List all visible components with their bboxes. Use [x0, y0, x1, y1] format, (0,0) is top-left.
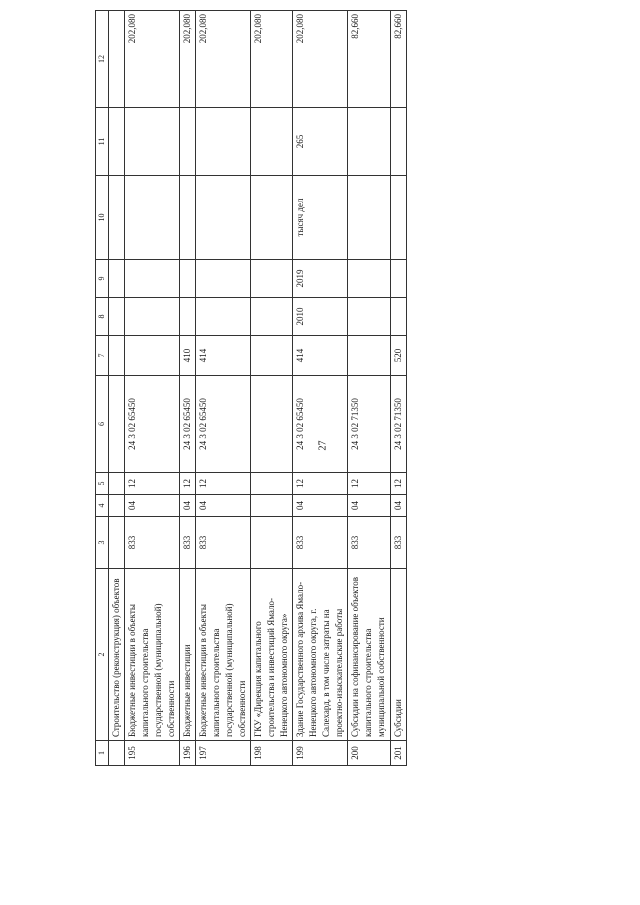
table-row: [108, 11, 124, 766]
column-header: 5: [96, 473, 109, 495]
cell-target-code: 24 3 02 65450: [293, 376, 348, 473]
cell-expense-type: 520: [390, 336, 406, 376]
row-number: 199: [293, 741, 348, 766]
cell-admin-code: 833: [390, 517, 406, 569]
cell-section: [108, 495, 124, 517]
cell-amount: 202,080: [179, 11, 195, 108]
cell-capacity: [179, 108, 195, 176]
cell-subsection: 12: [124, 473, 179, 495]
row-name: ГКУ «Дирекция капитального строительства и инвестиций Ямало-Ненецкого автономного округа»: [251, 569, 293, 741]
cell-unit: [251, 176, 293, 260]
cell-admin-code: 833: [348, 517, 390, 569]
cell-capacity: [108, 108, 124, 176]
cell-unit: [179, 176, 195, 260]
cell-end-year: [179, 260, 195, 298]
row-number: 201: [390, 741, 406, 766]
cell-capacity: [251, 108, 293, 176]
table-row: [179, 11, 195, 766]
column-header: 2: [96, 569, 109, 741]
cell-amount: 202,080: [124, 11, 179, 108]
column-header: 1: [96, 741, 109, 766]
row-name: Бюджетные инвестиции: [179, 569, 195, 741]
column-header: 9: [96, 260, 109, 298]
cell-admin-code: 833: [293, 517, 348, 569]
row-number: 195: [124, 741, 179, 766]
cell-start-year: [195, 298, 250, 336]
row-number: 200: [348, 741, 390, 766]
cell-subsection: 12: [179, 473, 195, 495]
cell-start-year: [348, 298, 390, 336]
cell-amount: 202,080: [293, 11, 348, 108]
column-header: 3: [96, 517, 109, 569]
cell-target-code: 24 3 02 65450: [195, 376, 250, 473]
cell-unit: [195, 176, 250, 260]
column-header: 7: [96, 336, 109, 376]
row-name: Субсидии: [390, 569, 406, 741]
cell-expense-type: [348, 336, 390, 376]
cell-section: 04: [124, 495, 179, 517]
cell-end-year: [348, 260, 390, 298]
cell-capacity: [390, 108, 406, 176]
cell-target-code: 24 3 02 71350: [390, 376, 406, 473]
cell-section: 04: [293, 495, 348, 517]
table-row: [124, 11, 179, 766]
cell-target-code: 24 3 02 65450: [124, 376, 179, 473]
table-row: [293, 11, 348, 766]
cell-subsection: 12: [348, 473, 390, 495]
cell-expense-type: [251, 336, 293, 376]
cell-amount: [108, 11, 124, 108]
cell-end-year: [108, 260, 124, 298]
cell-target-code: [251, 376, 293, 473]
table-row: [348, 11, 390, 766]
cell-amount: 82,660: [348, 11, 390, 108]
cell-amount: 202,080: [251, 11, 293, 108]
row-name: Здание Государственного архива Ямало-Ненецкого автономного округа, г. Салехард, в том числе затраты на проектно-изыскательские работы: [293, 569, 348, 741]
cell-start-year: 2010: [293, 298, 348, 336]
cell-capacity: 265: [293, 108, 348, 176]
row-number: 198: [251, 741, 293, 766]
cell-start-year: [251, 298, 293, 336]
row-number: 197: [195, 741, 250, 766]
cell-subsection: 12: [390, 473, 406, 495]
cell-subsection: [251, 473, 293, 495]
cell-start-year: [390, 298, 406, 336]
table-row: [195, 11, 250, 766]
cell-end-year: [195, 260, 250, 298]
cell-admin-code: 833: [195, 517, 250, 569]
cell-section: [251, 495, 293, 517]
cell-start-year: [124, 298, 179, 336]
cell-subsection: 12: [293, 473, 348, 495]
cell-end-year: [124, 260, 179, 298]
cell-capacity: [124, 108, 179, 176]
cell-capacity: [195, 108, 250, 176]
cell-unit: тысяч дел: [293, 176, 348, 260]
row-name: Бюджетные инвестиции в объекты капитального строительства государственной (муниципальной) собственности: [124, 569, 179, 741]
cell-section: 04: [179, 495, 195, 517]
row-name: Субсидии на софинансирование объектов капитального строительства муниципальной собственности: [348, 569, 390, 741]
cell-expense-type: 414: [195, 336, 250, 376]
cell-subsection: 12: [195, 473, 250, 495]
cell-target-code: 24 3 02 65450: [179, 376, 195, 473]
page-number: 27: [317, 440, 329, 451]
rotated-budget-table: [95, 11, 550, 766]
cell-end-year: [251, 260, 293, 298]
row-name: Строительство (реконструкция) объектов: [108, 569, 124, 741]
cell-start-year: [108, 298, 124, 336]
cell-admin-code: 833: [124, 517, 179, 569]
cell-end-year: [390, 260, 406, 298]
cell-expense-type: [124, 336, 179, 376]
budget-table: [95, 10, 407, 766]
cell-amount: 82,660: [390, 11, 406, 108]
cell-section: 04: [195, 495, 250, 517]
cell-target-code: [108, 376, 124, 473]
cell-expense-type: 414: [293, 336, 348, 376]
column-header: 6: [96, 376, 109, 473]
cell-end-year: 2019: [293, 260, 348, 298]
cell-capacity: [348, 108, 390, 176]
cell-section: 04: [348, 495, 390, 517]
cell-expense-type: 410: [179, 336, 195, 376]
row-number: [108, 741, 124, 766]
cell-subsection: [108, 473, 124, 495]
cell-admin-code: [251, 517, 293, 569]
column-header: 10: [96, 176, 109, 260]
column-header: 12: [96, 11, 109, 108]
cell-unit: [390, 176, 406, 260]
table-row: [251, 11, 293, 766]
cell-admin-code: 833: [179, 517, 195, 569]
row-name: Бюджетные инвестиции в объекты капитального строительства государственной (муниципальной) собственности: [195, 569, 250, 741]
cell-unit: [124, 176, 179, 260]
cell-start-year: [179, 298, 195, 336]
column-header: 8: [96, 298, 109, 336]
column-header: 4: [96, 495, 109, 517]
table-row: [390, 11, 406, 766]
cell-unit: [348, 176, 390, 260]
row-number: 196: [179, 741, 195, 766]
cell-target-code: 24 3 02 71350: [348, 376, 390, 473]
cell-expense-type: [108, 336, 124, 376]
cell-unit: [108, 176, 124, 260]
column-header: 11: [96, 108, 109, 176]
cell-section: 04: [390, 495, 406, 517]
cell-admin-code: [108, 517, 124, 569]
cell-amount: 202,080: [195, 11, 250, 108]
header-row: [96, 11, 109, 766]
